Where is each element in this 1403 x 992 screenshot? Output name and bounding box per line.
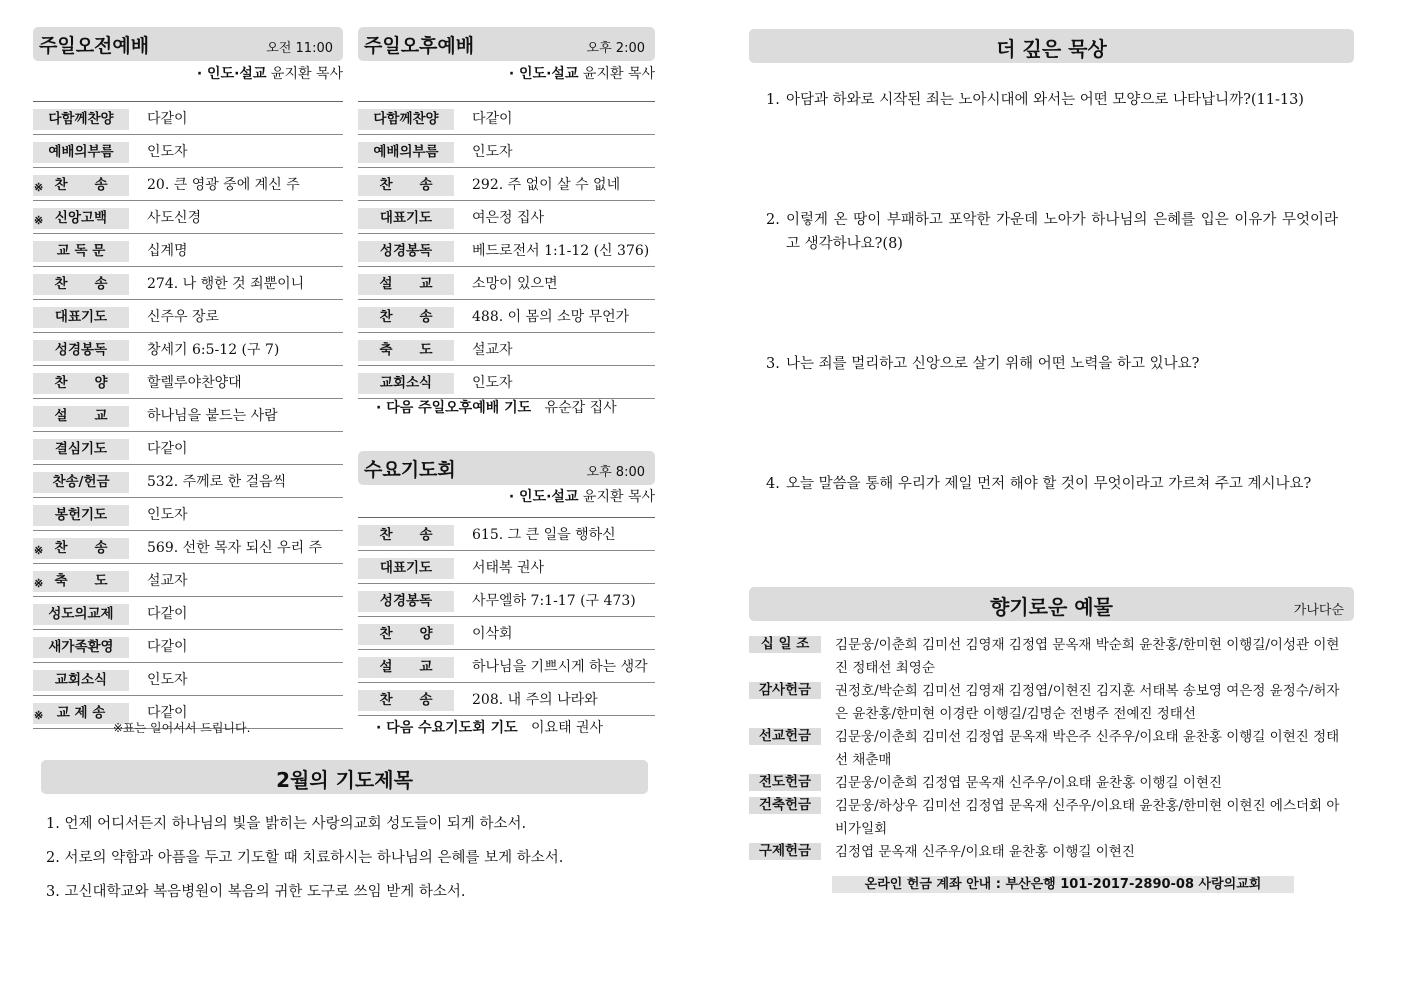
order-label: 축 도 <box>358 340 454 361</box>
order-row <box>358 136 655 168</box>
order-value: 할렐루야찬양대 <box>147 375 242 391</box>
offering-type: 선교헌금 <box>749 728 821 745</box>
order-row <box>33 367 343 399</box>
order-value: 532. 주께로 한 걸음씩 <box>147 474 287 490</box>
order-row <box>33 532 343 564</box>
standing-mark: ※ <box>34 181 44 194</box>
order-value: 사무엘하 7:1-17 (구 473) <box>472 593 636 609</box>
offering-names: 김문웅/이춘희 김정엽 문옥재 신주우/이요태 윤찬홍 이행길 이현진 <box>835 775 1222 791</box>
order-label: 축 도 <box>33 571 129 592</box>
offering-row <box>749 772 1349 795</box>
offering-row <box>749 795 1349 841</box>
order-value: 설교자 <box>147 573 188 589</box>
meditation-question <box>766 88 1338 112</box>
offering-sort-note: 가나다순 <box>1293 603 1344 618</box>
order-value: 서태복 권사 <box>472 560 545 576</box>
order-row <box>358 334 655 366</box>
order-label: 찬송/헌금 <box>33 472 129 493</box>
question-text: 이렇게 온 땅이 부패하고 포악한 가운데 노아가 하나님의 은혜를 입은 이유가 무엇이라고 생각하나요?(8) <box>786 212 1338 252</box>
standing-mark: ※ <box>34 709 44 722</box>
question-number: 1. <box>766 92 780 108</box>
order-row <box>358 618 655 650</box>
order-value: 다같이 <box>147 441 188 457</box>
bank-account-info: 온라인 헌금 계좌 안내 : 부산은행 101-2017-2890-08 사랑의교회 <box>832 876 1294 893</box>
question-text: 아담과 하와로 시작된 죄는 노아시대에 와서는 어떤 모양으로 나타납니까?(11-13) <box>786 92 1304 108</box>
order-row <box>358 519 655 551</box>
order-value: 다같이 <box>147 606 188 622</box>
order-row <box>358 202 655 234</box>
order-label: 신앙고백 <box>33 208 129 229</box>
next-prayer-label: · 다음 수요기도회 기도 <box>376 720 518 736</box>
leader-name: 윤지환 목사 <box>582 66 655 82</box>
order-value: 다같이 <box>147 111 188 127</box>
leader-label: · 인도·설교 <box>508 489 579 505</box>
order-row <box>358 169 655 201</box>
next-prayer-name: 이요태 권사 <box>531 720 604 736</box>
order-row <box>33 301 343 333</box>
order-label: 대표기도 <box>33 307 129 328</box>
order-label: 찬 양 <box>358 624 454 645</box>
order-row <box>33 202 343 234</box>
offering-type: 감사헌금 <box>749 682 821 699</box>
order-row <box>358 103 655 135</box>
sunday-pm-order <box>358 101 655 399</box>
wednesday-order <box>358 517 655 716</box>
order-label: 예배의부름 <box>33 142 129 163</box>
order-label: 찬 송 <box>358 307 454 328</box>
order-label: 예배의부름 <box>358 142 454 163</box>
offering-names: 김문웅/이춘희 김미선 김영재 김정엽 문옥재 박순희 윤찬홍/한미현 이행길/이성관 이현진 정태선 최영순 <box>835 637 1340 676</box>
order-value: 창세기 6:5-12 (구 7) <box>147 342 280 358</box>
order-value: 274. 나 행한 것 죄뿐이니 <box>147 276 305 292</box>
order-value: 하나님을 기쁘시게 하는 생각 <box>472 659 648 675</box>
order-label: 교 독 문 <box>33 241 129 262</box>
order-row <box>33 268 343 300</box>
order-label: 대표기도 <box>358 558 454 579</box>
offering-header <box>749 587 1354 621</box>
order-row <box>33 103 343 135</box>
offering-names: 김문웅/이춘희 김미선 김정엽 문옥재 박은주 신주우/이요태 윤찬홍 이행길 이현진 정태선 채춘매 <box>835 729 1340 768</box>
order-label: 성도의교제 <box>33 604 129 625</box>
leader-label: · 인도·설교 <box>508 66 579 82</box>
order-row <box>33 499 343 531</box>
order-label: 교 제 송 <box>33 703 129 724</box>
order-label: 다함께찬양 <box>358 109 454 130</box>
order-row <box>33 334 343 366</box>
order-row <box>33 169 343 201</box>
order-value: 인도자 <box>472 144 513 160</box>
wednesday-next-prayer <box>376 717 603 737</box>
order-value: 여은정 집사 <box>472 210 545 226</box>
leader-name: 윤지환 목사 <box>582 489 655 505</box>
order-label: 성경봉독 <box>358 241 454 262</box>
order-row <box>358 268 655 300</box>
prayer-item: 2. 서로의 약함과 아픔을 두고 기도할 때 치료하시는 하나님의 은혜를 보게 하소서. <box>46 850 564 866</box>
offering-names: 김정엽 문옥재 신주우/이요태 윤찬홍 이행길 이현진 <box>835 844 1135 860</box>
order-value: 20. 큰 영광 중에 계신 주 <box>147 177 300 193</box>
order-row <box>33 466 343 498</box>
order-value: 인도자 <box>147 672 188 688</box>
sunday-pm-header <box>358 27 655 61</box>
order-row <box>33 565 343 597</box>
question-number: 4. <box>766 476 780 492</box>
wednesday-time: 오후 8:00 <box>586 465 645 480</box>
order-value: 292. 주 없이 살 수 없네 <box>472 177 621 193</box>
sunday-am-time: 오전 11:00 <box>266 41 333 56</box>
order-label: 결심기도 <box>33 439 129 460</box>
prayer-list <box>46 807 666 909</box>
order-row <box>358 684 655 716</box>
order-value: 십계명 <box>147 243 188 259</box>
offering-type: 십 일 조 <box>749 636 821 653</box>
order-value: 이삭회 <box>472 626 513 642</box>
order-label: 찬 송 <box>33 175 129 196</box>
order-label: 성경봉독 <box>358 591 454 612</box>
offering-names: 권정호/박순희 김미선 김영재 김정엽/이현진 김지훈 서태복 송보영 여은정 윤정수/허자은 윤찬홍/한미현 이경란 이행길/김명순 전병주 전예진 정태선 <box>835 683 1340 722</box>
question-text: 나는 죄를 멀리하고 신앙으로 살기 위해 어떤 노력을 하고 있나요? <box>786 356 1200 372</box>
question-text: 오늘 말씀을 통해 우리가 제일 먼저 해야 할 것이 무엇이라고 가르쳐 주고 계시나요? <box>786 476 1312 492</box>
standing-mark: ※ <box>34 214 44 227</box>
order-value: 하나님을 붙드는 사람 <box>147 408 278 424</box>
order-value: 소망이 있으면 <box>472 276 558 292</box>
sunday-pm-next-prayer <box>376 397 617 417</box>
order-row <box>33 235 343 267</box>
prayer-header <box>41 760 648 794</box>
order-row <box>358 552 655 584</box>
sunday-pm-time: 오후 2:00 <box>586 41 645 56</box>
order-label: 설 교 <box>358 657 454 678</box>
order-value: 인도자 <box>472 375 513 391</box>
order-label: 찬 양 <box>33 373 129 394</box>
next-prayer-label: · 다음 주일오후예배 기도 <box>376 400 532 416</box>
order-label: 성경봉독 <box>33 340 129 361</box>
order-label: 봉헌기도 <box>33 505 129 526</box>
order-value: 베드로전서 1:1-12 (신 376) <box>472 243 650 259</box>
order-label: 대표기도 <box>358 208 454 229</box>
offering-type: 건축헌금 <box>749 797 821 814</box>
order-label: 교회소식 <box>358 373 454 394</box>
wednesday-header <box>358 451 655 485</box>
standing-note: ※표는 일어서서 드립니다. <box>113 721 251 735</box>
offering-row <box>749 680 1349 726</box>
leader-name: 윤지환 목사 <box>270 66 343 82</box>
order-label: 설 교 <box>33 406 129 427</box>
wednesday-title: 수요기도회 <box>364 459 456 481</box>
order-row <box>33 433 343 465</box>
offering-row <box>749 726 1349 772</box>
offering-type: 구제헌금 <box>749 843 821 860</box>
standing-mark: ※ <box>34 577 44 590</box>
order-label: 다함께찬양 <box>33 109 129 130</box>
meditation-question <box>766 352 1338 376</box>
order-value: 다같이 <box>147 705 188 721</box>
order-row <box>358 367 655 399</box>
order-label: 교회소식 <box>33 670 129 691</box>
order-row <box>33 598 343 630</box>
meditation-title: 더 깊은 묵상 <box>996 37 1107 61</box>
prayer-title: 2월의 기도제목 <box>276 768 413 792</box>
order-value: 208. 내 주의 나라와 <box>472 692 598 708</box>
order-row <box>358 585 655 617</box>
order-row <box>33 631 343 663</box>
order-row <box>358 301 655 333</box>
meditation-header <box>749 29 1354 63</box>
order-label: 새가족환영 <box>33 637 129 658</box>
order-row <box>33 664 343 696</box>
order-row <box>33 136 343 168</box>
offering-title: 향기로운 예물 <box>990 595 1113 619</box>
order-row <box>358 651 655 683</box>
order-value: 569. 선한 목자 되신 우리 주 <box>147 540 323 556</box>
order-value: 인도자 <box>147 144 188 160</box>
order-label: 설 교 <box>358 274 454 295</box>
meditation-question <box>766 208 1338 256</box>
question-number: 3. <box>766 356 780 372</box>
order-value: 다같이 <box>147 639 188 655</box>
order-label: 찬 송 <box>358 690 454 711</box>
order-row <box>33 400 343 432</box>
question-number: 2. <box>766 212 780 228</box>
order-value: 다같이 <box>472 111 513 127</box>
order-label: 찬 송 <box>33 538 129 559</box>
order-label: 찬 송 <box>358 175 454 196</box>
order-value: 사도신경 <box>147 210 202 226</box>
sunday-am-header <box>33 27 343 61</box>
order-value: 488. 이 몸의 소망 무언가 <box>472 309 630 325</box>
order-label: 찬 송 <box>358 525 454 546</box>
offering-list <box>749 634 1349 864</box>
sunday-am-order <box>33 101 343 729</box>
order-label: 찬 송 <box>33 274 129 295</box>
sunday-am-leader <box>33 63 343 83</box>
standing-mark: ※ <box>34 544 44 557</box>
offering-names: 김문웅/하상우 김미선 김정엽 문옥재 신주우/이요태 윤찬홍/한미현 이현진 에스더회 아비가일회 <box>835 798 1340 837</box>
order-value: 신주우 장로 <box>147 309 220 325</box>
leader-label: · 인도·설교 <box>196 66 267 82</box>
offering-type: 전도헌금 <box>749 774 821 791</box>
meditation-question <box>766 472 1338 496</box>
sunday-am-title: 주일오전예배 <box>39 35 150 57</box>
sunday-pm-title: 주일오후예배 <box>364 35 475 57</box>
wednesday-leader <box>358 486 655 506</box>
next-prayer-name: 유순갑 집사 <box>544 400 617 416</box>
prayer-item: 3. 고신대학교와 복음병원이 복음의 귀한 도구로 쓰임 받게 하소서. <box>46 884 466 900</box>
prayer-item: 1. 언제 어디서든지 하나님의 빛을 밝히는 사랑의교회 성도들이 되게 하소서. <box>46 816 527 832</box>
order-row <box>358 235 655 267</box>
sunday-pm-leader <box>358 63 655 83</box>
order-value: 615. 그 큰 일을 행하신 <box>472 527 616 543</box>
offering-row <box>749 841 1349 864</box>
offering-row <box>749 634 1349 680</box>
order-value: 설교자 <box>472 342 513 358</box>
order-value: 인도자 <box>147 507 188 523</box>
